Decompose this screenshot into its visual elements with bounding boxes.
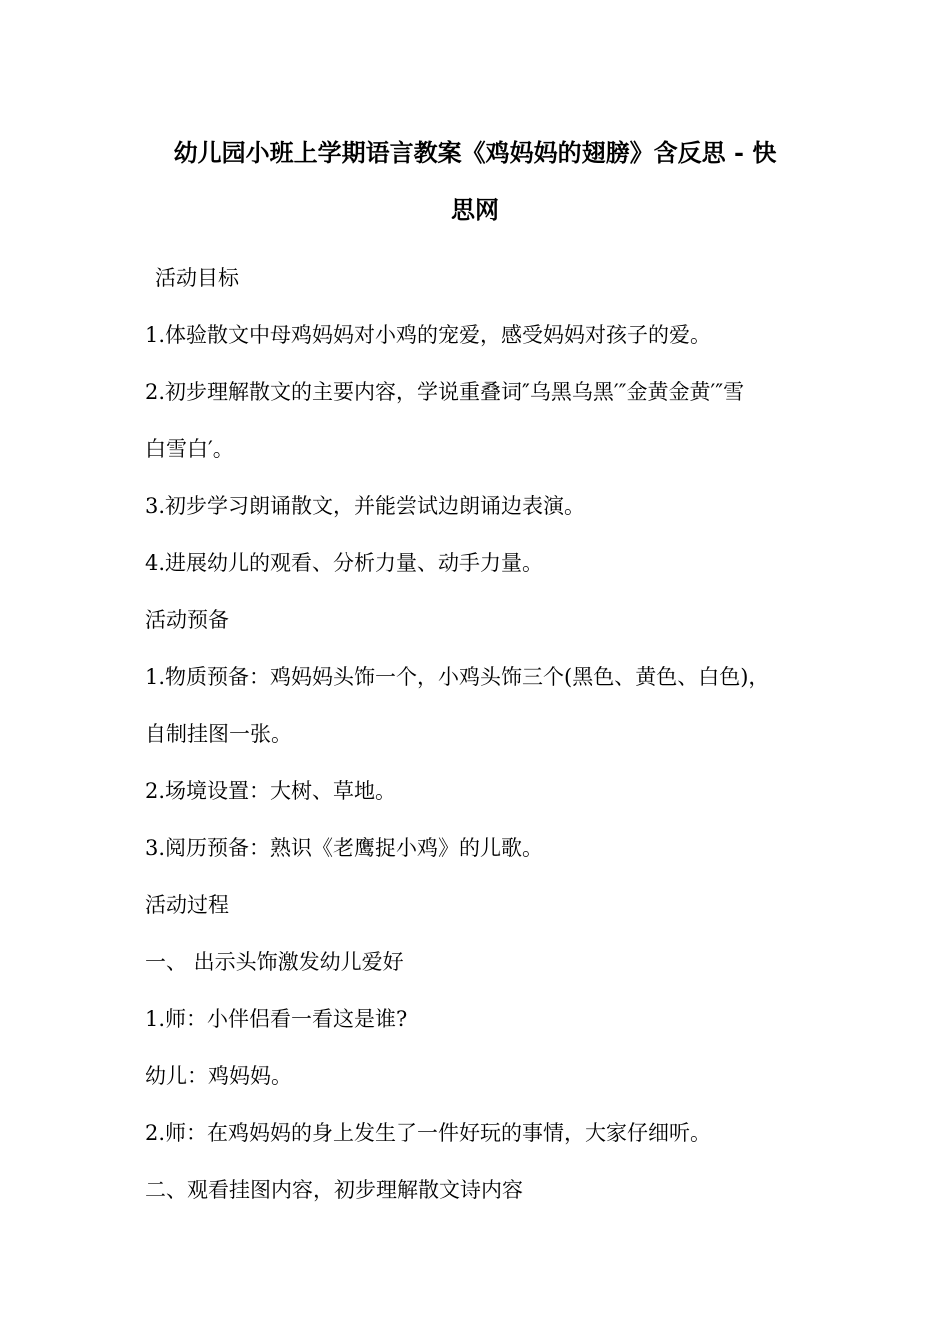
paragraph-line: 4.进展幼儿的观看、分析力量、动手力量。 [145,551,544,575]
paragraph-line: 自制挂图一张。 [145,722,292,746]
document-title-line-1: 幼儿园小班上学期语言教案《鸡妈妈的翅膀》含反思 - 快 [173,138,777,167]
section-heading-process: 活动过程 [145,893,229,917]
section-heading-preparation: 活动预备 [145,608,229,632]
paragraph-line: 1.体验散文中母鸡妈妈对小鸡的宠爱，感受妈妈对孩子的爱。 [145,323,712,347]
paragraph-line: 一、 出示头饰激发幼儿爱好 [145,950,404,974]
paragraph-line: 1.师：小伴侣看一看这是谁? [145,1007,408,1031]
paragraph-line: 白雪白′。 [145,437,234,461]
paragraph-line: 2.场境设置：大树、草地。 [145,779,397,803]
document-title-line-2: 思网 [451,195,499,224]
section-heading-goals: 活动目标 [155,266,239,290]
paragraph-line: 二、观看挂图内容，初步理解散文诗内容 [145,1178,523,1202]
paragraph-line: 3.阅历预备：熟识《老鹰捉小鸡》的儿歌。 [145,836,544,860]
paragraph-line: 幼儿：鸡妈妈。 [145,1064,292,1088]
paragraph-line: 2.师：在鸡妈妈的身上发生了一件好玩的事情，大家仔细听。 [145,1121,712,1145]
paragraph-line: 1.物质预备：鸡妈妈头饰一个，小鸡头饰三个(黑色、黄色、白色)， [145,665,770,689]
paragraph-line: 2.初步理解散文的主要内容，学说重叠词″乌黑乌黑′″金黄金黄′″雪 [145,380,745,404]
paragraph-line: 3.初步学习朗诵散文，并能尝试边朗诵边表演。 [145,494,586,518]
